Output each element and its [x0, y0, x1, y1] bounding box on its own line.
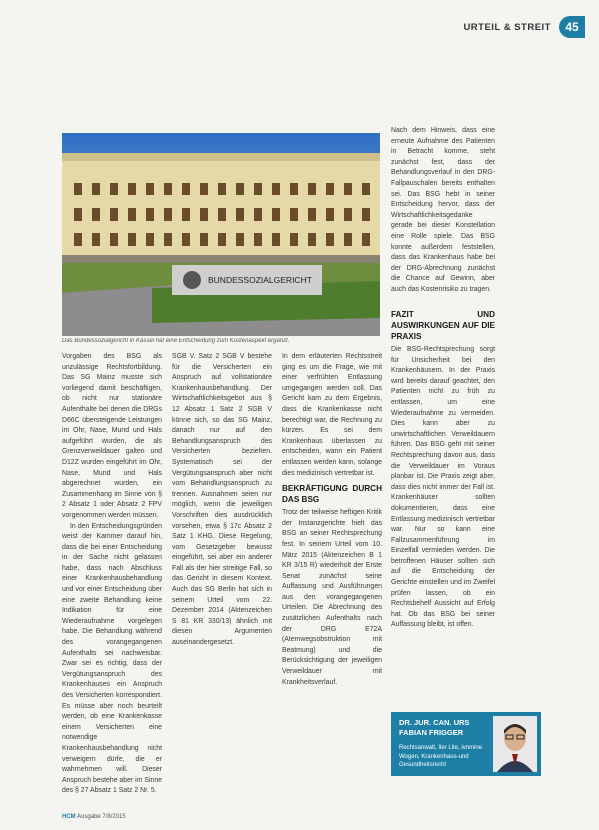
section-heading-bsg: BEKRÄFTIGUNG DURCH DAS BSG	[282, 484, 382, 505]
author-role: Rechtsanwalt, Iler Lite, ivnmine Wogen, Krankenhaus-und Gesundheitsrecht	[399, 745, 483, 768]
author-box	[391, 712, 541, 776]
column-4	[391, 305, 495, 631]
court-building-photo	[62, 133, 380, 336]
column-3	[282, 352, 382, 688]
column-1	[62, 352, 162, 797]
author-name-line1: DR. JUR. CAN. URS	[399, 718, 470, 727]
column-2	[172, 352, 272, 649]
col4-paragraph-1: Die BSG-Rechtsprechung sorgt für Unsicherheit bei den Krankenhäusern. In der Praxis wird bereits darauf geachtet, den Patienten nicht zu früh zu entlassen, um eine Wiederaufnahme zu vermeiden. Dies kann aber zu unwirtschaftlichen Verweildauern führen. Das BSG geht mit seiner Rechtsprechung davon aus, dass die Verweildauer im Voraus planbar ist. Die Praxis zeigt aber, dass dies nicht immer der Fall ist. Krankenhäuser sollten dokumentieren, dass eine Entlassung medizinisch vertretbar war. Nur so kann eine Fallzusammenführung im Einzelfall vermieden werden. Die betroffenen Häuser sollten sich auf die Entscheidung der Gerichte einstellen und im Zweifel prüfen lassen, ob ein Rechtsbehelf Aussicht auf Erfolg hat. Ob das BSG bei seiner Auffassung bleibt, ist offen.	[391, 346, 495, 629]
court-sign-text: BUNDESSOZIALGERICHT	[208, 275, 312, 285]
page-header	[463, 16, 585, 38]
photo-caption: Das Bundessozialgericht in Kassel hat eine Entscheidung zum Kostenaspekt ergänzt.	[62, 338, 290, 344]
column-4-top	[391, 126, 495, 296]
issue-info: Ausgabe 7/8/2015	[77, 814, 126, 820]
magazine-name: HCM	[62, 814, 76, 820]
author-name	[399, 718, 469, 738]
col3-paragraph-2: Trotz der teilweise heftigen Kritik der Instanzgerichte hielt das BSG an seiner Rechtsprechung fest. In seinem Urteil vom 10. März 2015 (Aktenzeichen B 1 KR 3/15 R) wiederholt der Erste Senat zunächst seine Auffassung und Ausführungen aus den vorangegangenen Urteilen. Die Abrechnung des zusätzlichen Aufenthalts nach der DRG E72A (Atemwegsobstruktion mit Beatmung) und die Berücksichtigung der jeweiligen Verweildauer mit Krankheitsverlauf.	[282, 509, 382, 686]
author-name-line2: FABIAN FRIGGER	[399, 728, 464, 737]
col1-paragraph-1: Vorgaben des BSG als unzulässige Rechtsfortbildung. Das SG Mainz musste sich vorliegend damit beschäftigen, ob nicht nur stationäre Aufenthalte bei denen die DRGs D66C übersteigende Leistungen im Ohr, Nase, Mund und Hals aufgeführt wurden, die als Grenzverweildauer galten und D12Z wurden eingeführt im Ohr, Nase, Mund und Hals abgerechnet wurden, ein Zusammenhang im Sinne von § 2 Absatz 1 oder Absatz 2 FPV vorgenommen werden müssen.	[62, 353, 162, 519]
col2-paragraph-1: SGB V. Satz 2 SGB V bestehe für die Versicherten ein Anspruch auf vollstationäre Krankenhausbehandlung. Der Wirtschaftlichkeitsgebot aus § 12 Absatz 1 Satz 2 SGB V könne sich, so das SG Mainz, danach nur auf den Behandlungsanspruch des Versicherten beziehen. Systematisch sei der Vergütungsanspruch aber nicht vom Behandlungsanspruch zu trennen. Ausnahmen seien nur möglich, wenn die jeweiligen Vorschriften dies ausdrücklich vorsehen, etwa § 17c Absatz 2 Satz 1 KHG. Diese Regelung, vom Gesetzgeber bewusst eingeführt, sei aber ein anderer Fall als der hier streitige Fall, so das Gericht in diesem Kontext. Auch das SG Berlin hat sich in seinem Urteil vom 22. Dezember 2014 (Aktenzeichen S 81 KR 330/13) ähnlich mit diesen Argumenten auseinandergesetzt.	[172, 353, 272, 647]
section-heading-fazit: FAZIT UND AUSWIRKUNGEN AUF DIE PRAXIS	[391, 310, 495, 341]
page-number: 45	[559, 16, 585, 38]
col1-paragraph-2: In den Entscheidungsgründen weist der Kammer darauf hin, dass die bei einer Entscheidung in der Sache nicht gelassen habe, dass nach Abschluss einer Krankenhausbehandlung und vor einer Entscheidung über eine zweite Behandlung keine Indikation für eine Wiederaufnahme vorgelegen habe. Die Behandlung während des vorangegangenen Aufenthalts sei nachweisbar. Zwar sei es richtig, dass der Vergütungsanspruch des Krankenhauses ein Anspruch des Versicherten korrespondiert. Es müsse aber noch beurteilt werden, ob eine Krankenkasse einem Versicherten eine notwendige Krankenhausbehandlung nicht verweigern dürfe, die er wahrnehmen will. Dieser Anspruch bestehe aber im Sinne des § 27 Absatz 1 Satz 2 Nr. 5.	[62, 522, 162, 795]
section-title: URTEIL & STREIT	[463, 21, 551, 33]
page-footer	[62, 814, 126, 820]
author-portrait	[493, 716, 537, 772]
col3-paragraph-1: In dem erläuterten Rechtsstreit ging es um die Frage, wie mit einer verfrühten Entlassung umgegangen werden soll. Das Gericht kam zu dem Ergebnis, dass die Krankenkasse nicht berechtigt war, die Rechnung zu kürzen. Es sei dem Krankenhaus überlassen zu entscheiden, wann ein Patient entlassen werden kann, solange dies medizinisch vertretbar ist.	[282, 353, 382, 477]
col4-top-paragraph: Nach dem Hinweis, dass eine erneute Aufnahme des Patienten in Betracht komme, steht zunächst fest, dass der Behandlungsverlauf in den DRG-Fallpauschalen bereits enthalten sei. Das BSG hebt in seiner Entscheidung hervor, dass der Wirtschaftlichkeitsgedanke gerade bei dieser Konstellation eine Rolle spiele. Das BSG konnte außerdem feststellen, dass das Krankenhaus habe bei der DRG-Abrechnung zunächst die Chance auf Gewinn, aber auch das Kostenrisiko zu tragen.	[391, 127, 495, 293]
